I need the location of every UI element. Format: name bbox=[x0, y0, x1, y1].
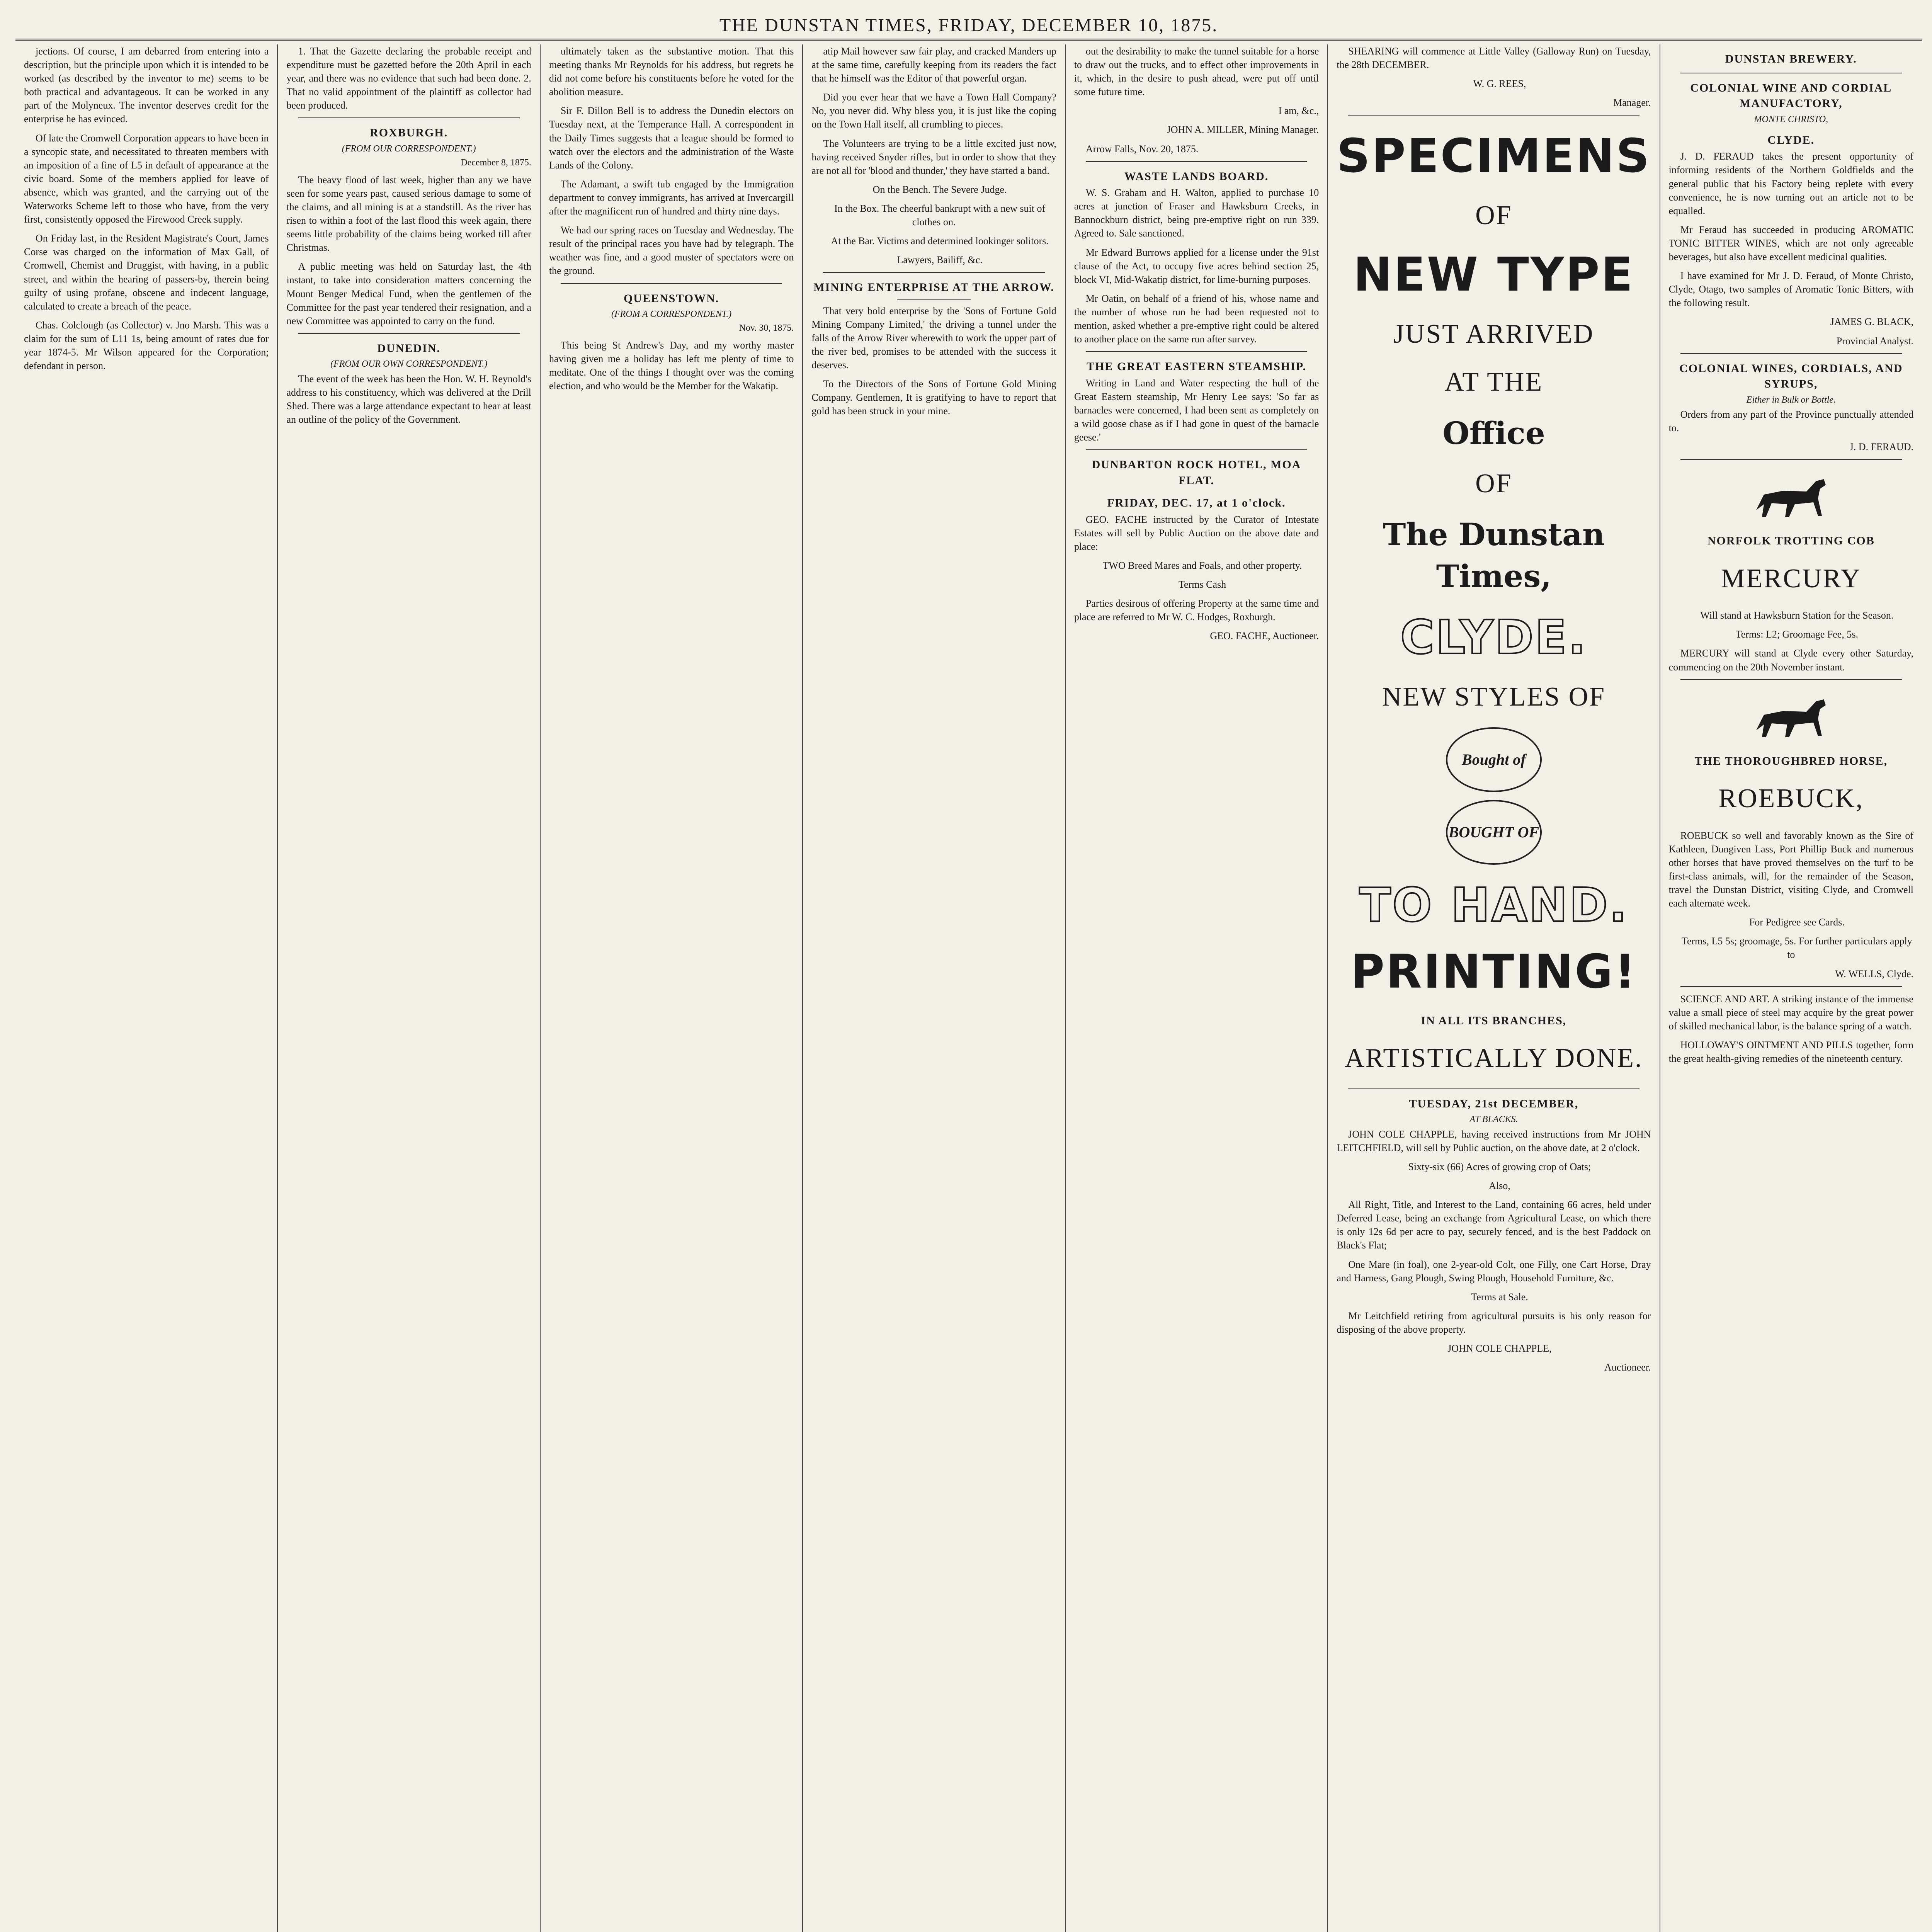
divider bbox=[298, 117, 519, 118]
ad-terms: Terms, L5 5s; groomage, 5s. For further particulars apply to bbox=[1681, 935, 1912, 961]
signature: Manager. bbox=[1613, 97, 1651, 109]
artistically-done: ARTISTICALLY DONE. bbox=[1345, 1043, 1643, 1073]
ad-paragraph: MERCURY will stand at Clyde every other Saturday, commencing on the 20th November instant. bbox=[1668, 648, 1914, 673]
section-heading-dunedin: DUNEDIN. bbox=[377, 342, 440, 355]
location-town: CLYDE. bbox=[1767, 133, 1815, 146]
column-1 bbox=[15, 44, 278, 1932]
masthead: THE DUNSTAN TIMES, FRIDAY, DECEMBER 10, 1875. bbox=[15, 12, 1922, 41]
ad-terms: Terms Cash bbox=[1178, 579, 1226, 590]
signature: Provincial Analyst. bbox=[1836, 335, 1914, 347]
auction-item: One Mare (in foal), one 2-year-old Colt, one Filly, one Cart Horse, Dray and Harness, Gang Plough, Swing Plough, Household Furniture, &c. bbox=[1337, 1259, 1651, 1284]
all-branches: IN ALL ITS BRANCHES, bbox=[1421, 1014, 1567, 1027]
ad-paragraph: Mr Feraud has succeeded in producing AROMATIC TONIC BITTER WINES, which are not only agreeable beverages, but also have excellent medicinal qualities. bbox=[1668, 224, 1914, 263]
ad-paragraph: Will stand at Hawksburn Station for the Season. bbox=[1700, 610, 1894, 621]
horse-icon bbox=[1669, 468, 1913, 526]
cob-heading: NORFOLK TROTTING COB bbox=[1707, 534, 1875, 548]
article-paragraph: jections. Of course, I am debarred from entering into a description, but the principle upon which it is intended to be worked (as described by the inventor to me) seems to be both practical and advantageous. It can be worked in any part of the Molyneux. The inventor deserves credit for the enterprise he has evinced. bbox=[24, 46, 269, 125]
byline: (FROM A CORRESPONDENT.) bbox=[611, 309, 732, 319]
divider bbox=[1680, 986, 1902, 987]
tableau-line: On the Bench. The Severe Judge. bbox=[872, 184, 1007, 195]
article-paragraph: Chas. Colclough (as Collector) v. Jno Marsh. This was a claim for the sum of L11 1s, being amount of rates due for year 1874-5. Mr Wilson appeared for the Corporation; defendant in person. bbox=[24, 319, 269, 372]
paper-name: The Dunstan Times, bbox=[1383, 516, 1605, 595]
section-heading-great-eastern: THE GREAT EASTERN STEAMSHIP. bbox=[1087, 360, 1306, 373]
wines-sub: Either in Bulk or Bottle. bbox=[1746, 395, 1836, 405]
column-3 bbox=[541, 44, 803, 1932]
tableau-line: In the Box. The cheerful bankrupt with a new suit of clothes on. bbox=[834, 202, 1046, 228]
column-4 bbox=[803, 44, 1065, 1932]
auction-note: Mr Leitchfield retiring from agricultural pursuits is his only reason for disposing of the above property. bbox=[1337, 1310, 1651, 1335]
ad-item: TWO Breed Mares and Foals, and other property. bbox=[1102, 560, 1302, 571]
article-paragraph: The Volunteers are trying to be a little excited just now, having received Snyder rifles, but in order to show that they are not all for 'blood and thunder,' they have started a band. bbox=[811, 138, 1056, 176]
tableau-line: Lawyers, Bailiff, &c. bbox=[897, 254, 983, 266]
ad-paragraph: ROEBUCK so well and favorably known as the Sire of Kathleen, Dungiven Lass, Port Phillip Buck and numerous other horses that have proved themselves on the turf to be first-class animals, will, for the remainder of the Season, travel the Dunstan District, visiting Clyde, and Cromwell each alternate week. bbox=[1668, 830, 1914, 909]
ad-date: FRIDAY, DEC. 17, at 1 o'clock. bbox=[1107, 497, 1286, 510]
article-paragraph: ultimately taken as the substantive motion. That this meeting thanks Mr Reynolds for his address, but regrets he did not come before his constituents before he voted for the abolition measure. bbox=[549, 46, 794, 98]
ad-terms: Terms: L2; Groomage Fee, 5s. bbox=[1735, 629, 1858, 640]
byline: (FROM OUR CORRESPONDENT.) bbox=[342, 143, 476, 154]
column-2 bbox=[278, 44, 540, 1932]
wines-heading: COLONIAL WINES, CORDIALS, AND SYRUPS, bbox=[1679, 362, 1903, 391]
ad-note: Parties desirous of offering Property at the same time and place are referred to Mr W. C. Hodges, Roxburgh. bbox=[1074, 598, 1319, 623]
byline: (FROM OUR OWN CORRESPONDENT.) bbox=[330, 359, 488, 369]
article-paragraph: To the Directors of the Sons of Fortune Gold Mining Company. Gentlemen, It is gratifying to have to report that gold has been struck in your mine. bbox=[811, 378, 1056, 417]
article-paragraph: Did you ever hear that we have a Town Hall Company? No, you never did. Why bless you, it is just like the coping on the Town Hall itself, all crumbling to pieces. bbox=[811, 92, 1056, 130]
divider bbox=[1680, 353, 1902, 354]
auction-item: All Right, Title, and Interest to the Land, containing 66 acres, held under Deferred Lease, being an exchange from Agricultural Lease, on which there is only 12s 6d per acre to pay, securely fenced, and is the best Paddock on Black's Flat; bbox=[1337, 1199, 1651, 1251]
column-6 bbox=[1328, 44, 1660, 1932]
article-paragraph: W. S. Graham and H. Walton, applied to purchase 10 acres at junction of Fraser and Hawksburn Creeks, in Bannockburn district, being pre-emptive right on run 339. Agreed to. Sale sanctioned. bbox=[1074, 187, 1319, 239]
section-heading-queenstown: QUEENSTOWN. bbox=[623, 292, 719, 305]
article-paragraph: A public meeting was held on Saturday last, the 4th instant, to take into consideration matters concerning the Mount Benger Medical Fund, when the gentlemen of the Committee for the past year tendered their resignation, and a new Committee was appointed to carry on the fund. bbox=[286, 261, 531, 327]
signature: I am, &c., bbox=[1278, 105, 1319, 117]
article-paragraph: atip Mail however saw fair play, and cracked Manders up at the same time, carefully keeping from its readers the fact that he himself was the Editor of that powerful organ. bbox=[811, 46, 1056, 84]
divider bbox=[897, 299, 971, 300]
article-paragraph: Mr Edward Burrows applied for a license under the 91st clause of the Act, to occupy five acres behind section 25, block VI, Mid-Wakatip district, for lime-burning purposes. bbox=[1074, 247, 1319, 285]
signature: JOHN COLE CHAPPLE, bbox=[1447, 1342, 1552, 1354]
auction-date: TUESDAY, 21st DECEMBER, bbox=[1409, 1097, 1579, 1110]
article-paragraph: 1. That the Gazette declaring the probable receipt and expenditure must be gazetted before the 20th April in each year, and there was no evidence that such had been done. 2. That no valid appointment of the plaintiff as collector had been produced. bbox=[286, 46, 531, 111]
article-paragraph: out the desirability to make the tunnel suitable for a horse to draw out the trucks, and to effect other improvements in it, which, in the desire to push ahead, were put off until some future time. bbox=[1074, 46, 1319, 98]
article-paragraph: The event of the week has been the Hon. W. H. Reynold's address to his constituency, which was delivered at the Drill Shed. There was a large attendance expectant to hear at least an outline of the policy of the Government. bbox=[286, 373, 531, 425]
article-paragraph: Sir F. Dillon Bell is to address the Dunedin electors on Tuesday next, at the Temperance Hall. A correspondent in the Daily Times suggests that a league should be formed to watch over the electors and the administration of the Waste Lands of the Colony. bbox=[549, 105, 794, 171]
ad-paragraph: GEO. FACHE instructed by the Curator of Intestate Estates will sell by Public Auction on the above date and place: bbox=[1074, 514, 1319, 552]
ad-paragraph: J. D. FERAUD takes the present opportunity of informing residents of the Northern Goldfields and the general public that his Factory being replete with every convenience, he is now turning out an article not to be equalled. bbox=[1668, 151, 1914, 216]
columns bbox=[15, 44, 1922, 1932]
tableau-line: At the Bar. Victims and determined lookinger solitors. bbox=[831, 235, 1049, 247]
article-paragraph: On Friday last, in the Resident Magistrate's Court, James Corse was charged on the information of Max Gall, of Cromwell, Chemist and Druggist, with having, in a public street, and within the hearing of passers-by, therein being guilty of using profane, obscene and indecent language, calculated to create a breach of the peace. bbox=[24, 233, 269, 312]
divider bbox=[1086, 161, 1307, 162]
type-of-2: OF bbox=[1475, 468, 1512, 498]
new-styles: NEW STYLES OF bbox=[1382, 682, 1606, 712]
divider bbox=[561, 283, 782, 284]
factory-heading: COLONIAL WINE AND CORDIAL MANUFACTORY, bbox=[1690, 81, 1892, 110]
ad-paragraph: Orders from any part of the Province punctually attended to. bbox=[1668, 409, 1914, 434]
article-paragraph: Mr Oatin, on behalf of a friend of his, whose name and the number of whose run he had been requested not to mention, asked whether a pre-emptive right could be altered to another place on the same run after survey. bbox=[1074, 293, 1319, 345]
auction-place: AT BLACKS. bbox=[1469, 1114, 1518, 1125]
new-type-heading: NEW TYPE bbox=[1353, 248, 1634, 302]
divider bbox=[1348, 1088, 1639, 1089]
ad-paragraph: JOHN COLE CHAPPLE, having received instructions from Mr JOHN LEITCHFIELD, will sell by Public auction, on the above date, at 2 o'clock. bbox=[1337, 1128, 1651, 1153]
to-hand-heading: TO HAND. bbox=[1359, 878, 1629, 932]
ad-paragraph: SHEARING will commence at Little Valley (Galloway Run) on Tuesday, the 28th DECEMBER. bbox=[1337, 46, 1651, 71]
type-of: OF bbox=[1475, 201, 1512, 231]
article-paragraph: The heavy flood of last week, higher than any we have seen for some years past, caused serious damage to some of the claims, and all mining is at a standstill. As the river has risen to within a foot of the last flood this week again, there seems little probability of the claims being worked till after Christmas. bbox=[286, 174, 531, 253]
signature: W. G. REES, bbox=[1473, 78, 1526, 90]
dateline: Arrow Falls, Nov. 20, 1875. bbox=[1085, 143, 1199, 155]
location: MONTE CHRISTO, bbox=[1754, 114, 1828, 124]
article-paragraph: Of late the Cromwell Corporation appears to have been in a syncopic state, and necessitated to threaten members with an imposition of a fine of L5 in default of appearance at the civic board. Some of the members applied for leave of absence, which was granted, and the carrying out of the Waterworks Scheme left to those who have, from the very first, consistently opposed the Firewood Creek supply. bbox=[24, 132, 269, 225]
specimens-heading: SPECIMENS bbox=[1337, 129, 1651, 184]
bought-of-badge: Bought of bbox=[1446, 727, 1542, 792]
divider bbox=[298, 333, 519, 334]
roebuck-heading: ROEBUCK, bbox=[1718, 784, 1864, 814]
divider bbox=[1680, 679, 1902, 680]
divider bbox=[1680, 459, 1902, 460]
divider bbox=[1348, 115, 1639, 116]
article-paragraph: We had our spring races on Tuesday and Wednesday. The result of the principal races you have had by telegraph. The weather was fine, and a good muster of spectators were on the ground. bbox=[549, 224, 794, 277]
divider bbox=[823, 272, 1044, 273]
signature: W. WELLS, Clyde. bbox=[1835, 968, 1914, 980]
horse-icon-2 bbox=[1669, 688, 1913, 746]
auction-terms: Terms at Sale. bbox=[1471, 1291, 1528, 1303]
article-paragraph: That very bold enterprise by the 'Sons of Fortune Gold Mining Company Limited,' the driving a tunnel under the falls of the Arrow River wherewith to work the upper part of the river bed, promises to be attended with the success it deserves. bbox=[811, 305, 1056, 371]
auction-item: Sixty-six (66) Acres of growing crop of Oats; bbox=[1408, 1161, 1591, 1172]
signature: Auctioneer. bbox=[1604, 1362, 1651, 1373]
article-paragraph: SCIENCE AND ART. A striking instance of the immense value a small piece of steel may acquire by the great power of skilled mechanical labor, is the balance spring of a watch. bbox=[1668, 993, 1914, 1032]
divider bbox=[1086, 351, 1307, 352]
ad-heading-dunbarton: DUNBARTON ROCK HOTEL, MOA FLAT. bbox=[1092, 458, 1301, 487]
divider bbox=[1086, 449, 1307, 450]
article-paragraph: This being St Andrew's Day, and my worthy master having given me a holiday has left me plenty of time to meditate. One of the things I thought over was the coming election, and who would be the Member for the Wakatip. bbox=[549, 339, 794, 392]
dateline: December 8, 1875. bbox=[461, 158, 531, 168]
clyde-heading: CLYDE. bbox=[1400, 611, 1587, 665]
section-heading-mining: MINING ENTERPRISE AT THE ARROW. bbox=[813, 281, 1054, 294]
signature: JOHN A. MILLER, Mining Manager. bbox=[1167, 124, 1319, 136]
signature: J. D. FERAUD. bbox=[1849, 441, 1914, 453]
signature: JAMES G. BLACK, bbox=[1830, 316, 1914, 328]
at-the: AT THE bbox=[1444, 367, 1543, 397]
article-paragraph: The Adamant, a swift tub engaged by the Immigration department to convey immigrants, has arrived at Invercargill after the magnificent run of hundred and thirty nine days. bbox=[549, 178, 794, 217]
ad-paragraph: I have examined for Mr J. D. Feraud, of Monte Christo, Clyde, Otago, two samples of Aromatic Tonic Bitters, with the following result. bbox=[1668, 270, 1914, 309]
column-7 bbox=[1660, 44, 1922, 1932]
section-heading-waste-lands: WASTE LANDS BOARD. bbox=[1124, 170, 1269, 183]
article-paragraph: HOLLOWAY'S OINTMENT AND PILLS together, form the great health-giving remedies of the nineteenth century. bbox=[1668, 1039, 1914, 1064]
article-paragraph: Writing in Land and Water respecting the hull of the Great Eastern steamship, Mr Henry Lee says: 'So far as barnacles were concerned, I had been sent as completely on a wild goose chase as if I had gone in quest of the barnacle geese.' bbox=[1074, 377, 1319, 443]
just-arrived: JUST ARRIVED bbox=[1393, 319, 1594, 349]
bought-of-badge-2: BOUGHT OF bbox=[1446, 800, 1542, 865]
ad-note: For Pedigree see Cards. bbox=[1749, 917, 1845, 928]
mercury-heading: MERCURY bbox=[1721, 563, 1861, 594]
dateline: Nov. 30, 1875. bbox=[739, 323, 794, 333]
office-heading: Office bbox=[1442, 415, 1545, 451]
printing-heading: PRINTING! bbox=[1350, 945, 1637, 999]
thoroughbred-heading: THE THOROUGHBRED HORSE, bbox=[1694, 754, 1888, 767]
auction-also: Also, bbox=[1489, 1180, 1510, 1192]
section-heading-roxburgh: ROXBURGH. bbox=[370, 126, 448, 139]
signature: GEO. FACHE, Auctioneer. bbox=[1210, 630, 1319, 642]
column-5 bbox=[1066, 44, 1328, 1932]
brewery-heading: DUNSTAN BREWERY. bbox=[1725, 53, 1857, 65]
